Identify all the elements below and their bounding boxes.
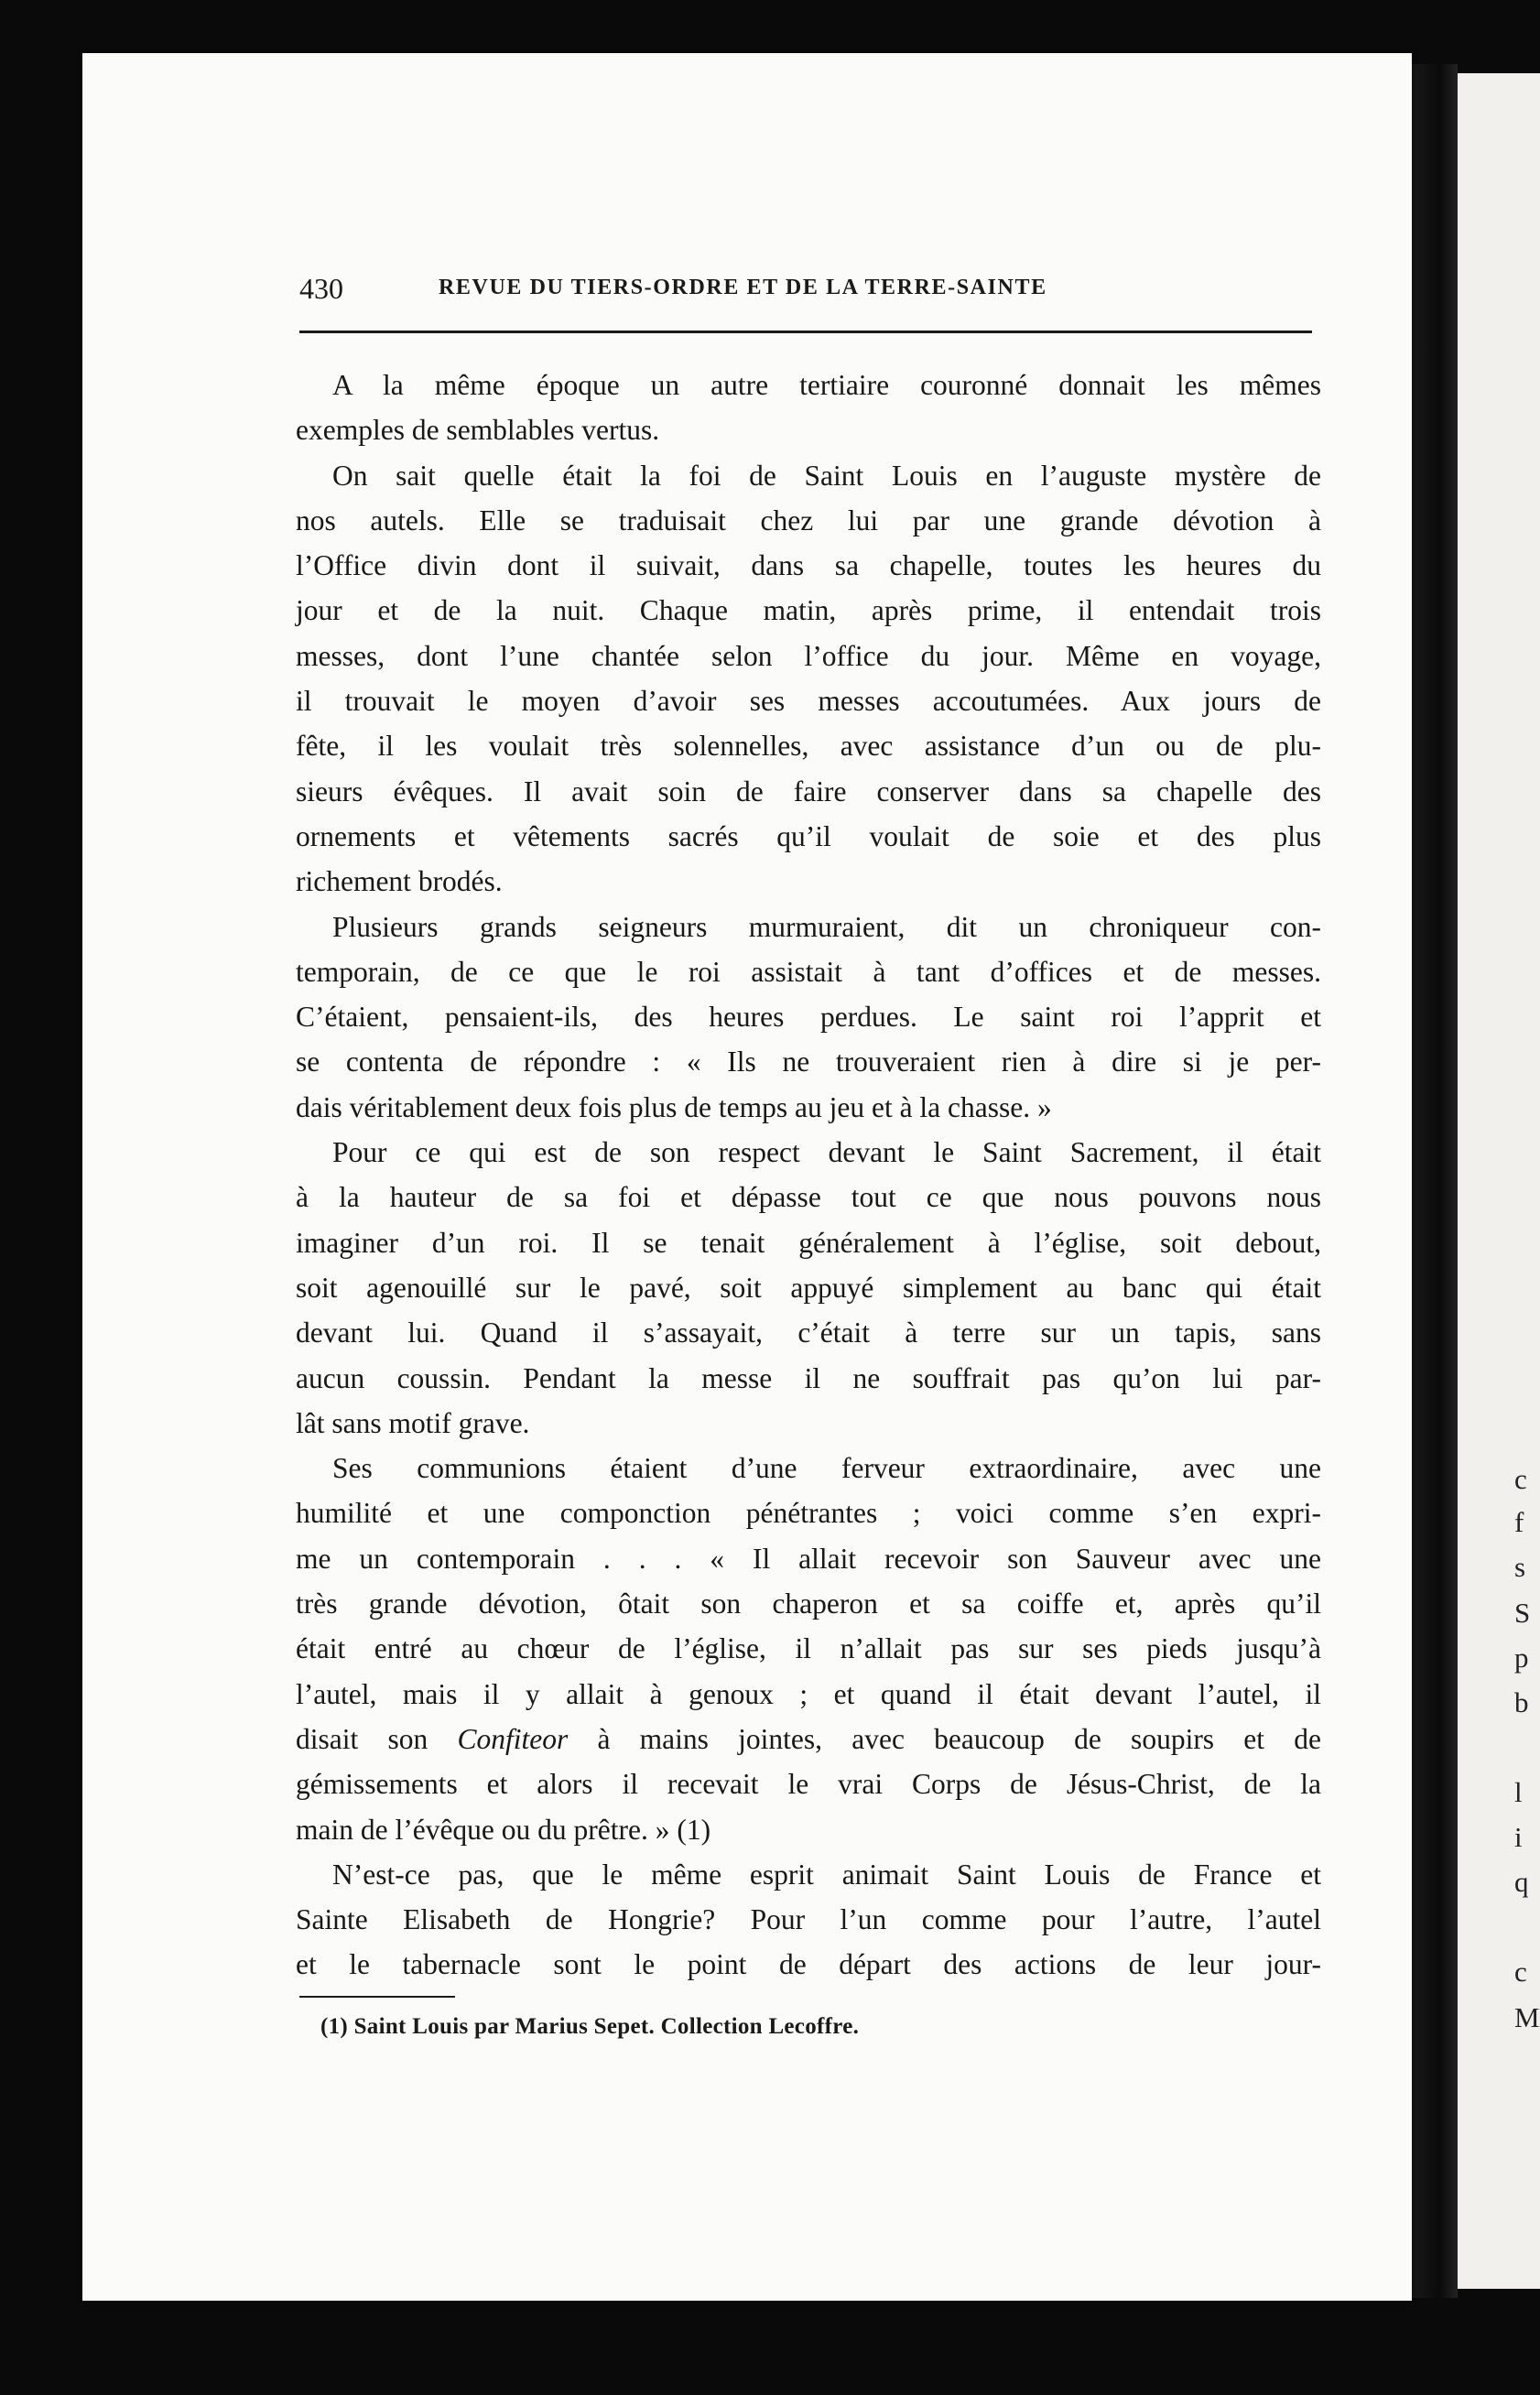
text-line: il trouvait le moyen d’avoir ses messes accoutumées. Aux jours de [296,685,1321,718]
text-line: exemples de semblables vertus. [296,414,660,447]
text-line: disait son Confiteor à mains jointes, avec beaucoup de soupirs et de [296,1722,1321,1755]
text-line: gémissements et alors il recevait le vrai Corps de Jésus-Christ, de la [296,1768,1321,1801]
footnote-rule [299,1996,455,1998]
adjacent-page-letter: f [1514,1506,1524,1538]
text-line: Ses communions étaient d’une ferveur extraordinaire, avec une [332,1452,1321,1485]
adjacent-page-letter: s [1514,1551,1526,1583]
body-text [296,363,1321,1988]
adjacent-page-letter: M [1514,2001,1540,2033]
adjacent-page-letter: i [1514,1821,1523,1853]
text-line: à la hauteur de sa foi et dépasse tout ce que nous pouvons nous [296,1181,1321,1214]
adjacent-page-letter: c [1514,1956,1527,1988]
page-number: 430 [299,272,343,305]
text-line: sieurs évêques. Il avait soin de faire conserver dans sa chapelle des [296,775,1321,807]
text-line: l’autel, mais il y allait à genoux ; et quand il était devant l’autel, il [296,1677,1321,1710]
text-line: lât sans motif grave. [296,1406,530,1439]
page-header [299,270,1312,307]
text-line: jour et de la nuit. Chaque matin, après prime, il entendait trois [296,594,1321,627]
text-line: imaginer d’un roi. Il se tenait généralement à l’église, soit debout, [296,1226,1321,1259]
text-line: N’est-ce pas, que le même esprit animait Saint Louis de France et [332,1858,1321,1891]
adjacent-page-letter: l [1514,1776,1523,1808]
text-line: était entré au chœur de l’église, il n’allait pas sur ses pieds jusqu’à [296,1632,1321,1665]
text-line: On sait quelle était la foi de Saint Louis en l’auguste mystère de [332,459,1321,492]
header-rule [299,331,1312,333]
adjacent-page-letter: q [1514,1866,1529,1898]
adjacent-page-letter: p [1514,1642,1529,1674]
text-line: très grande dévotion, ôtait son chaperon et sa coiffe et, après qu’il [296,1588,1321,1620]
text-line: me un contemporain . . . « Il allait recevoir son Sauveur avec une [296,1542,1321,1575]
adjacent-page-edge [1458,73,1540,2289]
text-line: devant lui. Quand il s’assayait, c’était à terre sur un tapis, sans [296,1317,1321,1349]
text-line: se contenta de répondre : « Ils ne trouveraient rien à dire si je per- [296,1046,1321,1078]
adjacent-page-letter: c [1514,1463,1527,1495]
text-line: A la même époque un autre tertiaire couronné donnait les mêmes [332,369,1321,401]
text-line: C’étaient, pensaient-ils, des heures perdues. Le saint roi l’apprit et [296,1001,1321,1034]
text-line: dais véritablement deux fois plus de temps au jeu et à la chasse. » [296,1090,1052,1123]
gutter-shadow [1412,64,1458,2298]
text-line: et le tabernacle sont le point de départ des actions de leur jour- [296,1948,1321,1981]
italic-term: Confiteor [457,1722,569,1755]
text-line: soit agenouillé sur le pavé, soit appuyé simplement au banc qui était [296,1271,1321,1304]
text-line: nos autels. Elle se traduisait chez lui par une grande dévotion à [296,504,1321,536]
text-line: Pour ce qui est de son respect devant le Saint Sacrement, il était [332,1136,1321,1169]
text-line: fête, il les voulait très solennelles, avec assistance d’un ou de plu- [296,730,1321,763]
text-line: aucun coussin. Pendant la messe il ne souffrait pas qu’on lui par- [296,1361,1321,1394]
text-line: temporain, de ce que le roi assistait à tant d’offices et de messes. [296,955,1321,988]
text-line: Plusieurs grands seigneurs murmuraient, dit un chroniqueur con- [332,910,1321,943]
adjacent-page-letter: b [1514,1686,1529,1718]
text-line: richement brodés. [296,865,503,898]
adjacent-page-letter: S [1514,1597,1531,1629]
text-line: ornements et vêtements sacrés qu’il voulait de soie et des plus [296,819,1321,852]
text-line: messes, dont l’une chantée selon l’office du jour. Même en voyage, [296,639,1321,672]
text-line: Sainte Elisabeth de Hongrie? Pour l’un comme pour l’autre, l’autel [296,1903,1321,1936]
running-title: REVUE DU TIERS-ORDRE ET DE LA TERRE-SAINTE [439,276,1047,299]
text-line: humilité et une componction pénétrantes ; voici comme s’en expri- [296,1497,1321,1530]
footnote: (1) Saint Louis par Marius Sepet. Collection Lecoffre. [320,2014,860,2039]
text-line: main de l’évêque ou du prêtre. » (1) [296,1813,711,1846]
text-line: l’Office divin dont il suivait, dans sa chapelle, toutes les heures du [296,549,1321,582]
